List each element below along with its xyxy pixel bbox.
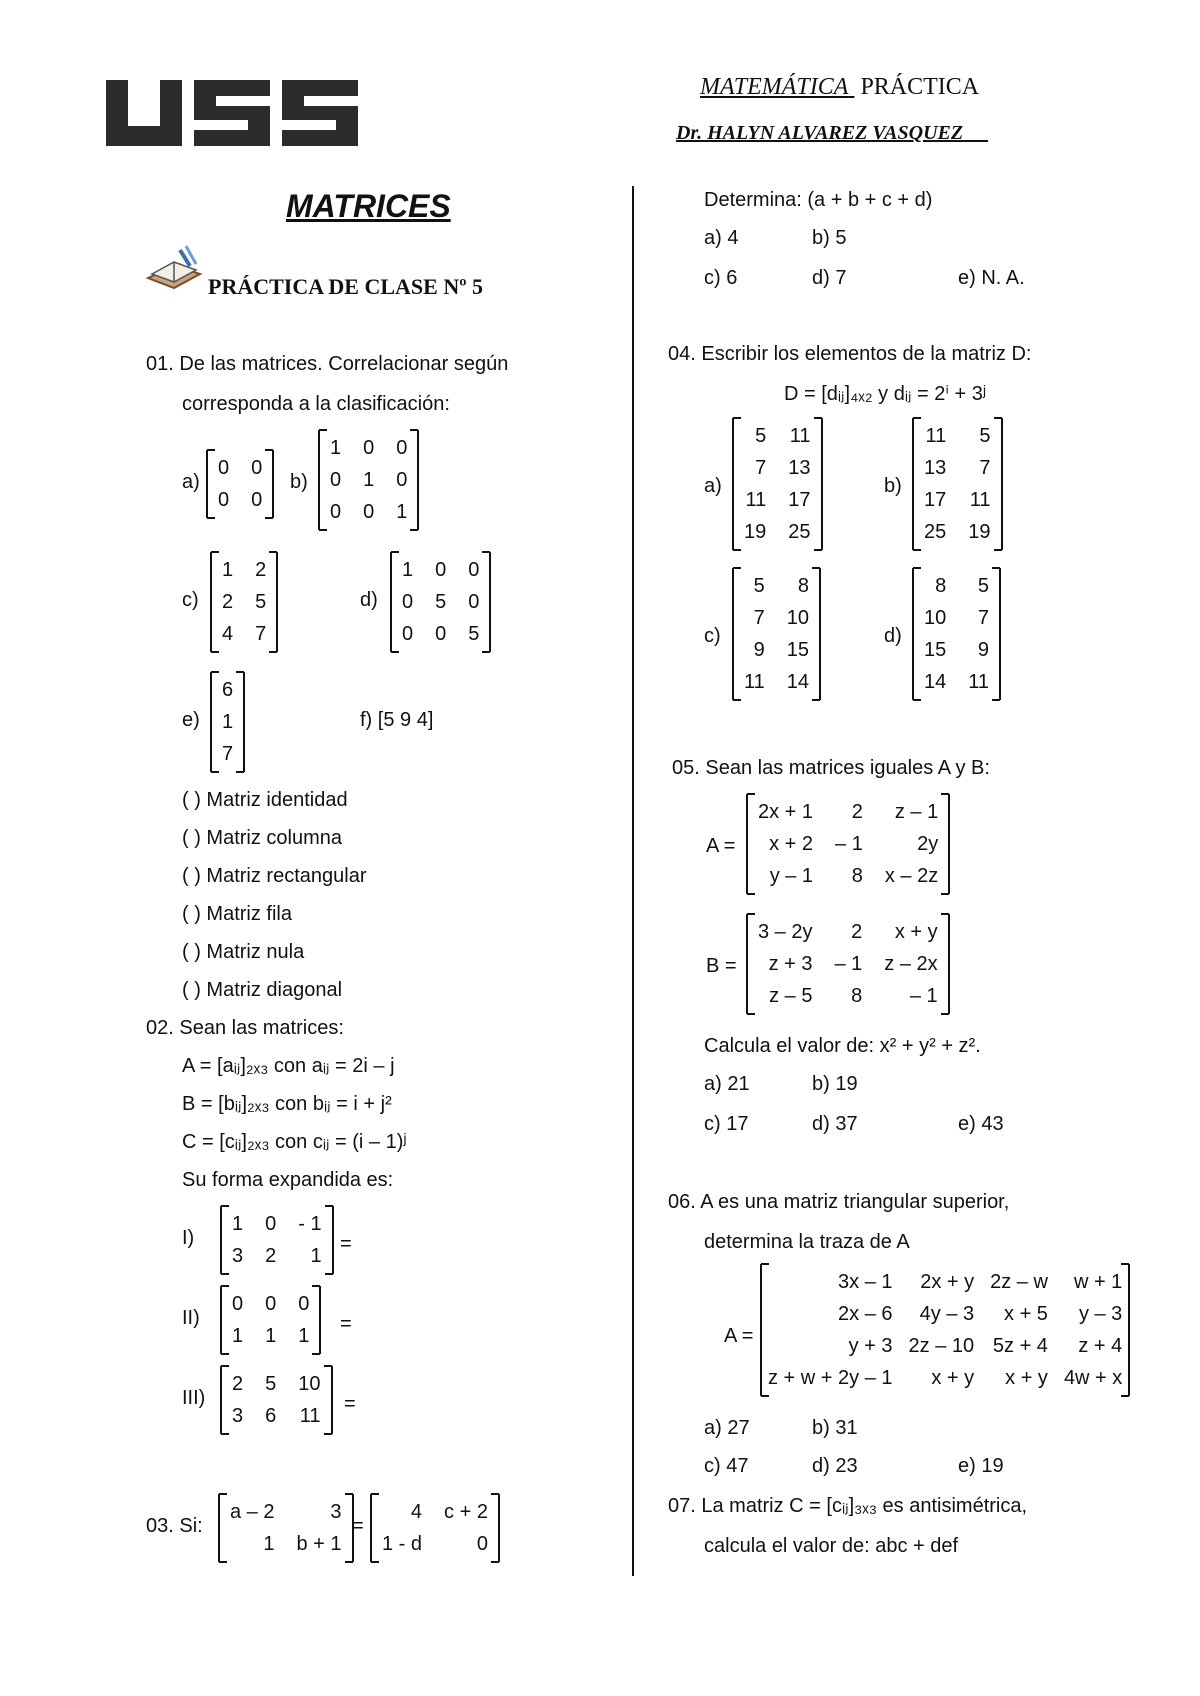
bracket-corner [812, 699, 820, 701]
matrix-cell: 2 [255, 559, 267, 581]
bracket-corner [814, 549, 822, 551]
matrix-cell: 3 [330, 1501, 342, 1523]
matrix-cell: 10 [298, 1373, 321, 1395]
matrix-cell: 11 [299, 1405, 321, 1427]
matrix-cell: 0 [232, 1293, 244, 1315]
matrix-cell: z – 5 [769, 985, 813, 1007]
matrix-cell: x + 2 [769, 833, 814, 855]
matrix-cell: 2 [851, 921, 863, 943]
q02-eq: = [340, 1313, 352, 1335]
matrix-cell: 8 [797, 575, 810, 597]
matrix-cell: 0 [396, 437, 408, 459]
matrix-cell: 13 [788, 457, 811, 479]
bracket-corner [491, 1561, 499, 1563]
bracket-corner [994, 417, 1002, 419]
q06-line2: determina la traza de A [704, 1231, 910, 1253]
matrix-q04-b [912, 418, 1003, 550]
q02-eq: = [344, 1393, 356, 1415]
q03-answer: b) 5 [812, 227, 847, 249]
q01-label-c: c) [182, 589, 199, 611]
matrix-cell: 5 [977, 575, 990, 597]
q03-answer: d) 7 [812, 267, 847, 289]
q04-label-b: b) [884, 475, 902, 497]
matrix-q06-a [760, 1264, 1130, 1396]
column-divider [632, 186, 634, 1576]
q01-label-d: d) [360, 589, 378, 611]
bracket-corner [265, 449, 273, 451]
q03-answer: a) 4 [704, 227, 739, 249]
matrix-cell: 1 [396, 501, 408, 523]
q05-answer: b) 19 [812, 1073, 858, 1095]
matrix-q04-a [732, 418, 823, 550]
matrix-cell: 1 [222, 711, 234, 733]
q01-option: ( ) Matriz fila [182, 903, 292, 925]
matrix-cell: 4 [410, 1501, 423, 1523]
bracket-corner [1121, 1395, 1129, 1397]
matrix-cell: 7 [753, 607, 765, 629]
matrix-cell: 1 [263, 1533, 275, 1555]
bracket-corner [324, 1365, 332, 1367]
matrix-cell: 2 [851, 801, 863, 823]
matrix-cell: 1 [222, 559, 234, 581]
q02-label-i: I) [182, 1227, 195, 1249]
q03-answer: c) 6 [704, 267, 738, 289]
q01-option: ( ) Matriz diagonal [182, 979, 343, 1001]
q01-option: ( ) Matriz rectangular [182, 865, 367, 887]
matrix-cell: 2 [232, 1373, 244, 1395]
matrix-cell: 0 [330, 469, 342, 491]
matrix-cell: 1 [363, 469, 375, 491]
q05-a-label: A = [706, 835, 736, 857]
matrix-cell: 11 [789, 425, 811, 447]
q04-line1: 04. Escribir los elementos de la matriz D: [668, 343, 1032, 365]
matrix-cell: 0 [435, 559, 447, 581]
matrix-cell: 5 [265, 1373, 277, 1395]
q05-answer: d) 37 [812, 1113, 858, 1135]
matrix-cell: – 1 [835, 833, 863, 855]
matrix-cell: y – 3 [1078, 1303, 1123, 1325]
matrix-cell: 2y [917, 833, 939, 855]
q01-label-e: e) [182, 709, 200, 731]
matrix-cell: 3x – 1 [838, 1271, 893, 1293]
matrix-cell: 0 [218, 457, 230, 479]
matrix-q01-e [210, 672, 245, 772]
matrix-cell: z + 3 [768, 953, 813, 975]
q06-line1: 06. A es una matriz triangular superior, [668, 1191, 1010, 1213]
matrix-cell: 5 [255, 591, 267, 613]
matrix-cell: 5 [979, 425, 991, 447]
author-name: Dr. HALYN ALVAREZ VASQUEZ [676, 122, 964, 144]
matrix-q01-a [206, 450, 274, 518]
matrix-cell: 2x – 6 [838, 1303, 893, 1325]
q03-answer: e) N. A. [958, 267, 1025, 289]
matrix-cell: 2 [222, 591, 234, 613]
matrix-q03-right [370, 1494, 500, 1562]
matrix-cell: 0 [298, 1293, 310, 1315]
matrix-cell: 0 [330, 501, 342, 523]
matrix-q05-a [746, 794, 950, 894]
bracket-corner [312, 1285, 320, 1287]
matrix-cell: 19 [968, 521, 991, 543]
course-name: MATEMÁTICA [700, 74, 849, 100]
bracket-corner [236, 671, 244, 673]
bracket-corner [941, 893, 949, 895]
matrix-cell: 11 [968, 671, 990, 693]
bracket-corner [992, 567, 1000, 569]
matrix-cell: 0 [218, 489, 230, 511]
matrix-cell: 0 [251, 489, 263, 511]
q05-b-label: B = [706, 955, 737, 977]
matrix-cell: 2x + 1 [758, 801, 814, 823]
matrix-cell: 19 [744, 521, 767, 543]
matrix-cell: 5 [753, 575, 765, 597]
q04-def: D = [dᵢⱼ]₄ₓ₂ y dᵢⱼ = 2ⁱ + 3ʲ [784, 383, 987, 405]
course-heading [700, 74, 979, 101]
q01-option: ( ) Matriz columna [182, 827, 343, 849]
bracket-corner [941, 913, 949, 915]
q01-label-f: f) [5 9 4] [360, 709, 434, 731]
bracket-corner [325, 1273, 333, 1275]
bracket-corner [325, 1205, 333, 1207]
bracket-corner [410, 529, 418, 531]
q04-label-d: d) [884, 625, 902, 647]
matrix-cell: 0 [396, 469, 408, 491]
matrix-cell: 5z + 4 [992, 1335, 1048, 1357]
bracket-corner [410, 429, 418, 431]
matrix-cell: 15 [786, 639, 810, 661]
matrix-cell: 11 [969, 489, 991, 511]
matrix-cell: 3 [232, 1245, 244, 1267]
bracket-corner [482, 651, 490, 653]
matrix-cell: z + w + 2y – 1 [768, 1367, 893, 1389]
bracket-corner [345, 1561, 353, 1563]
uss-logo [106, 80, 364, 146]
matrix-cell: 2z – 10 [908, 1335, 975, 1357]
matrix-cell: 10 [786, 607, 810, 629]
matrix-q01-d [390, 552, 491, 652]
matrix-cell: 5 [755, 425, 767, 447]
bracket-corner [994, 549, 1002, 551]
practice-subtitle: PRÁCTICA DE CLASE Nº 5 [208, 274, 483, 299]
q01-line1: 01. De las matrices. Correlacionar según [146, 353, 509, 375]
matrix-cell: 0 [265, 1293, 277, 1315]
q02-def-c: C = [cᵢⱼ]₂ₓ₃ con cᵢⱼ = (i – 1)ʲ [182, 1131, 407, 1153]
q04-label-c: c) [704, 625, 721, 647]
matrix-cell: x – 2z [884, 865, 939, 887]
bracket-corner [941, 793, 949, 795]
matrix-cell: x + y [1005, 1367, 1048, 1389]
q02-eq: = [340, 1233, 352, 1255]
matrix-cell: 1 [265, 1325, 277, 1347]
matrix-cell: b + 1 [296, 1533, 342, 1555]
matrix-cell: x + 5 [1004, 1303, 1048, 1325]
q05-line1: 05. Sean las matrices iguales A y B: [672, 757, 990, 779]
matrix-cell: 0 [402, 591, 414, 613]
matrix-cell: 2z – w [990, 1271, 1048, 1293]
matrix-cell: 1 [298, 1325, 310, 1347]
matrix-cell: 8 [851, 985, 863, 1007]
matrix-cell: 0 [402, 623, 414, 645]
matrix-q02-iii [220, 1366, 333, 1434]
q05-answer: a) 21 [704, 1073, 750, 1095]
matrix-cell: 0 [363, 437, 375, 459]
matrix-cell: 0 [435, 623, 447, 645]
matrix-cell: 8 [935, 575, 947, 597]
matrix-cell: 5 [468, 623, 480, 645]
matrix-cell: 0 [468, 591, 480, 613]
q02-def-a: A = [aᵢⱼ]₂ₓ₃ con aᵢⱼ = 2i – j [182, 1055, 395, 1077]
matrix-cell: 1 [402, 559, 414, 581]
bracket-corner [941, 1013, 949, 1015]
q01-label-a: a) [182, 471, 200, 493]
q06-a-label: A = [724, 1325, 754, 1347]
matrix-cell: 4y – 3 [919, 1303, 975, 1325]
q02-expand: Su forma expandida es: [182, 1169, 394, 1191]
matrix-cell: – 1 [909, 985, 938, 1007]
matrix-cell: y – 1 [769, 865, 814, 887]
matrix-cell: 11 [925, 425, 947, 447]
matrix-cell: 8 [851, 865, 863, 887]
matrix-cell: 9 [977, 639, 990, 661]
q02-line1: 02. Sean las matrices: [146, 1017, 344, 1039]
matrix-cell: 17 [788, 489, 811, 511]
q05-answer: e) 43 [958, 1113, 1004, 1135]
matrix-q05-b [746, 914, 950, 1014]
course-suffix: PRÁCTICA [860, 74, 980, 100]
matrix-cell: 7 [255, 623, 267, 645]
matrix-cell: a – 2 [230, 1501, 275, 1523]
matrix-cell: y + 3 [848, 1335, 893, 1357]
author [676, 122, 988, 145]
matrix-cell: 0 [265, 1213, 277, 1235]
matrix-cell: - 1 [298, 1213, 322, 1235]
q01-label-b: b) [290, 471, 308, 493]
matrix-q01-c [210, 552, 278, 652]
matrix-q04-d [912, 568, 1001, 700]
matrix-cell: 14 [924, 671, 947, 693]
q05-answer: c) 17 [704, 1113, 749, 1135]
q05-question: Calcula el valor de: x² + y² + z². [704, 1035, 981, 1057]
matrix-cell: 0 [468, 559, 480, 581]
matrix-cell: 1 - d [382, 1533, 423, 1555]
matrix-q01-b [318, 430, 419, 530]
matrix-cell: 6 [222, 679, 234, 701]
bracket-corner [1121, 1263, 1129, 1265]
matrix-cell: 7 [977, 607, 990, 629]
book-icon [144, 244, 204, 299]
q06-answer: a) 27 [704, 1417, 750, 1439]
q04-label-a: a) [704, 475, 722, 497]
matrix-cell: 4w + x [1063, 1367, 1123, 1389]
bracket-corner [312, 1353, 320, 1355]
bracket-corner [814, 417, 822, 419]
q03-eq: = [352, 1515, 364, 1537]
matrix-cell: x + y [894, 921, 938, 943]
matrix-cell: z – 2x [884, 953, 938, 975]
matrix-cell: 1 [330, 437, 342, 459]
q01-option: ( ) Matriz identidad [182, 789, 348, 811]
q07-line1: 07. La matriz C = [cᵢⱼ]₃ₓ₃ es antisimétrica, [668, 1495, 1028, 1517]
matrix-cell: 25 [924, 521, 947, 543]
q02-label-iii: III) [182, 1387, 206, 1409]
q03-label: 03. Si: [146, 1515, 203, 1537]
matrix-cell: 13 [924, 457, 947, 479]
uss-logo-icon [106, 80, 364, 146]
matrix-q02-i [220, 1206, 334, 1274]
matrix-cell: 3 [232, 1405, 244, 1427]
matrix-cell: x + y [931, 1367, 975, 1389]
matrix-cell: 0 [476, 1533, 488, 1555]
bracket-corner [236, 771, 244, 773]
q06-answer: d) 23 [812, 1455, 858, 1477]
matrix-cell: 17 [924, 489, 947, 511]
matrix-cell: 25 [788, 521, 811, 543]
q01-option: ( ) Matriz nula [182, 941, 305, 963]
matrix-cell: z – 1 [894, 801, 939, 823]
matrix-cell: 9 [753, 639, 765, 661]
matrix-cell: 7 [222, 743, 234, 765]
matrix-cell: 1 [232, 1213, 244, 1235]
bracket-corner [345, 1493, 353, 1495]
q01-line2: corresponda a la clasificación: [182, 393, 450, 415]
matrix-q04-c [732, 568, 821, 700]
matrix-cell: w + 1 [1073, 1271, 1123, 1293]
bracket-corner [324, 1433, 332, 1435]
matrix-q03-left [218, 1494, 354, 1562]
q07-line2: calcula el valor de: abc + def [704, 1535, 959, 1557]
bracket-corner [269, 551, 277, 553]
bracket-corner [992, 699, 1000, 701]
matrix-cell: 15 [924, 639, 947, 661]
matrix-cell: 2 [265, 1245, 277, 1267]
matrix-cell: 11 [744, 671, 765, 693]
matrix-cell: 7 [979, 457, 991, 479]
matrix-cell: 1 [232, 1325, 244, 1347]
matrix-cell: 3 – 2y [758, 921, 813, 943]
q06-answer: e) 19 [958, 1455, 1004, 1477]
page-title: MATRICES [286, 188, 451, 224]
q02-label-ii: II) [182, 1307, 200, 1329]
q06-answer: b) 31 [812, 1417, 858, 1439]
bracket-corner [269, 651, 277, 653]
bracket-corner [482, 551, 490, 553]
matrix-cell: z + 4 [1078, 1335, 1123, 1357]
matrix-cell: 0 [363, 501, 375, 523]
matrix-cell: 1 [310, 1245, 322, 1267]
matrix-cell: 5 [435, 591, 447, 613]
bracket-corner [812, 567, 820, 569]
matrix-cell: 2x + y [920, 1271, 975, 1293]
matrix-cell: 0 [251, 457, 263, 479]
q03-question: Determina: (a + b + c + d) [704, 189, 933, 211]
bracket-corner [265, 517, 273, 519]
matrix-cell: 11 [745, 489, 767, 511]
matrix-cell: 4 [222, 623, 234, 645]
bracket-corner [491, 1493, 499, 1495]
matrix-cell: 14 [786, 671, 810, 693]
matrix-cell: 7 [755, 457, 767, 479]
matrix-q02-ii [220, 1286, 321, 1354]
matrix-cell: – 1 [834, 953, 863, 975]
matrix-cell: 6 [265, 1405, 277, 1427]
matrix-cell: c + 2 [444, 1501, 488, 1523]
q02-def-b: B = [bᵢⱼ]₂ₓ₃ con bᵢⱼ = i + j² [182, 1093, 392, 1115]
q06-answer: c) 47 [704, 1455, 749, 1477]
matrix-cell: 10 [924, 607, 947, 629]
